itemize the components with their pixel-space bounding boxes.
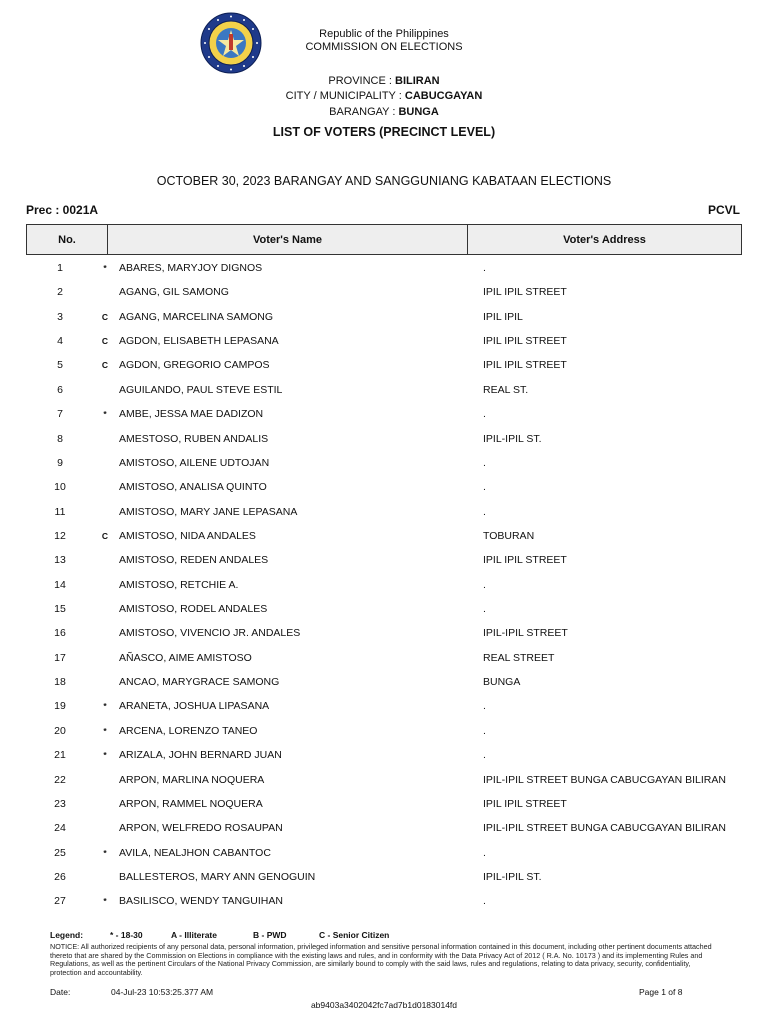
voter-address: IPIL IPIL: [483, 310, 523, 323]
voter-name: AGANG, GIL SAMONG: [119, 286, 229, 299]
table-row: [0, 402, 768, 426]
row-number: 14: [54, 578, 66, 591]
legend-item-illiterate: A - Illiterate: [171, 930, 217, 940]
table-row: [0, 256, 768, 280]
table-row: [0, 597, 768, 621]
voter-category-mark: *: [103, 725, 107, 736]
voter-address: .: [483, 846, 486, 859]
row-number: 11: [54, 505, 66, 518]
table-row: [0, 573, 768, 597]
voter-address: IPIL IPIL STREET: [483, 335, 567, 348]
table-row: [0, 841, 768, 865]
voter-address: .: [483, 749, 486, 762]
row-number: 25: [54, 846, 66, 859]
table-row: [0, 621, 768, 645]
row-number: 10: [54, 481, 66, 494]
legend-item-pwd: B - PWD: [253, 930, 287, 940]
table-row: [0, 500, 768, 524]
table-row: [0, 451, 768, 475]
voter-address: IPIL-IPIL STREET: [483, 627, 568, 640]
province-value: BILIRAN: [395, 75, 440, 87]
row-number: 24: [54, 822, 66, 835]
voter-address: IPIL IPIL STREET: [483, 359, 567, 372]
voter-name: ARANETA, JOSHUA LIPASANA: [119, 700, 270, 713]
row-number: 21: [54, 749, 66, 762]
voter-address: REAL STREET: [483, 651, 555, 664]
table-row: [0, 427, 768, 451]
row-number: 8: [57, 432, 63, 445]
voter-name: ARCENA, LORENZO TANEO: [119, 724, 258, 737]
voter-address: .: [483, 700, 486, 713]
print-date: 04-Jul-23 10:53:25.377 AM: [111, 987, 214, 997]
voter-address: .: [483, 578, 486, 591]
table-row: [0, 548, 768, 572]
column-header-name: Voter's Name: [108, 225, 468, 254]
table-row: [0, 889, 768, 913]
voter-name: AMISTOSO, RODEL ANDALES: [119, 603, 268, 616]
row-number: 6: [57, 383, 63, 396]
voter-name: ARIZALA, JOHN BERNARD JUAN: [119, 749, 282, 762]
voter-address: BUNGA: [483, 676, 521, 689]
data-privacy-notice: NOTICE: All authorized recipients of any personal data, personal information, privileged information and sensitive personal information contained in this document, including other pertinent documents attached thereto that are shared by the Commission on Elections in compliance with the existing laws and rules, and in conformity with the Data Privacy Act of 2012 ( R.A. No. 10173 ) and its implementing Rules and Regulations, as well as the pertinent Circulars of the National Privacy Commission, are similarly bound to comply with the said laws, rules and regulations, relating to data privacy, security, confidentiality, protection and accountability.: [50, 942, 712, 977]
barangay-label: BARANGAY :: [329, 106, 399, 118]
table-header: [26, 224, 742, 255]
column-header-no: No.: [27, 225, 108, 254]
table-row: [0, 353, 768, 377]
voter-name: ARPON, MARLINA NOQUERA: [119, 773, 265, 786]
voter-name: ARPON, RAMMEL NOQUERA: [119, 797, 263, 810]
row-number: 27: [54, 895, 66, 908]
row-number: 12: [54, 529, 66, 542]
voter-address: IPIL-IPIL STREET BUNGA CABUCGAYAN BILIRAN: [483, 773, 726, 786]
row-number: 13: [54, 554, 66, 567]
commission-line: COMMISSION ON ELECTIONS: [305, 41, 463, 53]
row-number: 16: [54, 627, 66, 640]
page-indicator: Page 1 of 8: [639, 987, 683, 997]
column-header-address: Voter's Address: [563, 233, 646, 246]
voter-table-body: [0, 256, 768, 914]
barangay-line: [0, 106, 768, 119]
city-line: [0, 90, 768, 103]
table-row: [0, 768, 768, 792]
voter-address: .: [483, 895, 486, 908]
province-line: [0, 75, 768, 88]
voter-address: IPIL-IPIL STREET BUNGA CABUCGAYAN BILIRAN: [483, 822, 726, 835]
legend-item-youth: * - 18-30: [110, 930, 143, 940]
voter-name: AVILA, NEALJHON CABANTOC: [119, 846, 271, 859]
table-row: [0, 475, 768, 499]
row-number: 4: [57, 335, 63, 348]
table-row: [0, 378, 768, 402]
table-row: [0, 305, 768, 329]
election-title: OCTOBER 30, 2023 BARANGAY AND SANGGUNIANG KABATAAN ELECTIONS: [156, 174, 612, 188]
voter-category-mark: C: [101, 530, 109, 541]
row-number: 7: [57, 408, 63, 421]
voter-name: AGDON, ELISABETH LEPASANA: [119, 335, 279, 348]
province-label: PROVINCE :: [328, 75, 395, 87]
voter-address: IPIL IPIL STREET: [483, 797, 567, 810]
voter-name: AMISTOSO, NIDA ANDALES: [119, 529, 256, 542]
voter-name: BASILISCO, WENDY TANGUIHAN: [119, 895, 283, 908]
voter-address: .: [483, 724, 486, 737]
legend-item-senior: C - Senior Citizen: [319, 930, 390, 940]
voter-address: IPIL IPIL STREET: [483, 554, 567, 567]
voter-category-mark: C: [101, 336, 109, 347]
city-label: CITY / MUNICIPALITY :: [285, 90, 405, 102]
voter-name: AMBE, JESSA MAE DADIZON: [119, 408, 264, 421]
row-number: 15: [54, 603, 66, 616]
voter-name: AMISTOSO, MARY JANE LEPASANA: [119, 505, 298, 518]
table-row: [0, 329, 768, 353]
voter-address: .: [483, 456, 486, 469]
voter-name: AMISTOSO, REDEN ANDALES: [119, 554, 269, 567]
voter-name: AGDON, GREGORIO CAMPOS: [119, 359, 270, 372]
voter-name: BALLESTEROS, MARY ANN GENOGUIN: [119, 870, 316, 883]
voter-name: AGANG, MARCELINA SAMONG: [119, 310, 274, 323]
voter-name: AGUILANDO, PAUL STEVE ESTIL: [119, 383, 283, 396]
voter-category-mark: C: [101, 360, 109, 371]
voter-name: ANCAO, MARYGRACE SAMONG: [119, 676, 280, 689]
voter-category-mark: *: [103, 750, 107, 761]
row-number: 5: [57, 359, 63, 372]
voter-address: IPIL IPIL STREET: [483, 286, 567, 299]
voter-address: .: [483, 408, 486, 421]
table-row: [0, 524, 768, 548]
table-row: [0, 865, 768, 889]
row-number: 9: [57, 456, 63, 469]
row-number: 17: [54, 651, 66, 664]
document-title: LIST OF VOTERS (PRECINCT LEVEL): [272, 125, 496, 139]
voter-name: AMISTOSO, ANALISA QUINTO: [119, 481, 267, 494]
voter-address: .: [483, 481, 486, 494]
voter-address: IPIL-IPIL ST.: [483, 432, 542, 445]
voter-name: ARPON, WELFREDO ROSAUPAN: [119, 822, 283, 835]
voter-address: IPIL-IPIL ST.: [483, 870, 542, 883]
legend-label: Legend:: [50, 930, 84, 940]
row-number: 3: [57, 310, 63, 323]
voter-category-mark: *: [103, 847, 107, 858]
row-number: 2: [57, 286, 63, 299]
voter-address: .: [483, 262, 486, 274]
row-number: 1: [57, 262, 63, 274]
table-row: [0, 719, 768, 743]
voter-name: AÑASCO, AIME AMISTOSO: [119, 651, 252, 664]
voter-name: AMESTOSO, RUBEN ANDALIS: [119, 432, 269, 445]
voter-category-mark: *: [103, 896, 107, 907]
row-number: 20: [54, 724, 66, 737]
row-number: 18: [54, 676, 66, 689]
table-row: [0, 792, 768, 816]
voter-category-mark: *: [103, 701, 107, 712]
table-row: [0, 646, 768, 670]
document-code: PCVL: [707, 203, 740, 217]
republic-line: Republic of the Philippines: [319, 28, 449, 40]
voter-address: .: [483, 505, 486, 518]
voter-category-mark: *: [103, 263, 107, 273]
row-number: 19: [54, 700, 66, 713]
precinct-number: Prec : 0021A: [26, 203, 99, 217]
barangay-value: BUNGA: [398, 106, 439, 118]
table-row: [0, 694, 768, 718]
voter-address: REAL ST.: [483, 383, 529, 396]
table-row: [0, 816, 768, 840]
row-number: 22: [54, 773, 66, 786]
voter-name: ABARES, MARYJOY DIGNOS: [119, 262, 263, 274]
table-row: [0, 743, 768, 767]
row-number: 26: [54, 870, 66, 883]
voter-address: .: [483, 603, 486, 616]
voter-name: AMISTOSO, AILENE UDTOJAN: [119, 456, 270, 469]
voter-address: TOBURAN: [483, 529, 535, 542]
table-row: [0, 670, 768, 694]
voter-category-mark: C: [101, 311, 109, 322]
row-number: 23: [54, 797, 66, 810]
voter-name: AMISTOSO, VIVENCIO JR. ANDALES: [119, 627, 301, 640]
table-row: [0, 280, 768, 304]
voter-name: AMISTOSO, RETCHIE A.: [119, 578, 239, 591]
document-hash: ab9403a3402042fc7ad7b1d0183014fd: [310, 1000, 458, 1010]
date-label: Date:: [50, 987, 71, 997]
city-value: CABUCGAYAN: [404, 90, 483, 102]
voter-category-mark: *: [103, 409, 107, 420]
